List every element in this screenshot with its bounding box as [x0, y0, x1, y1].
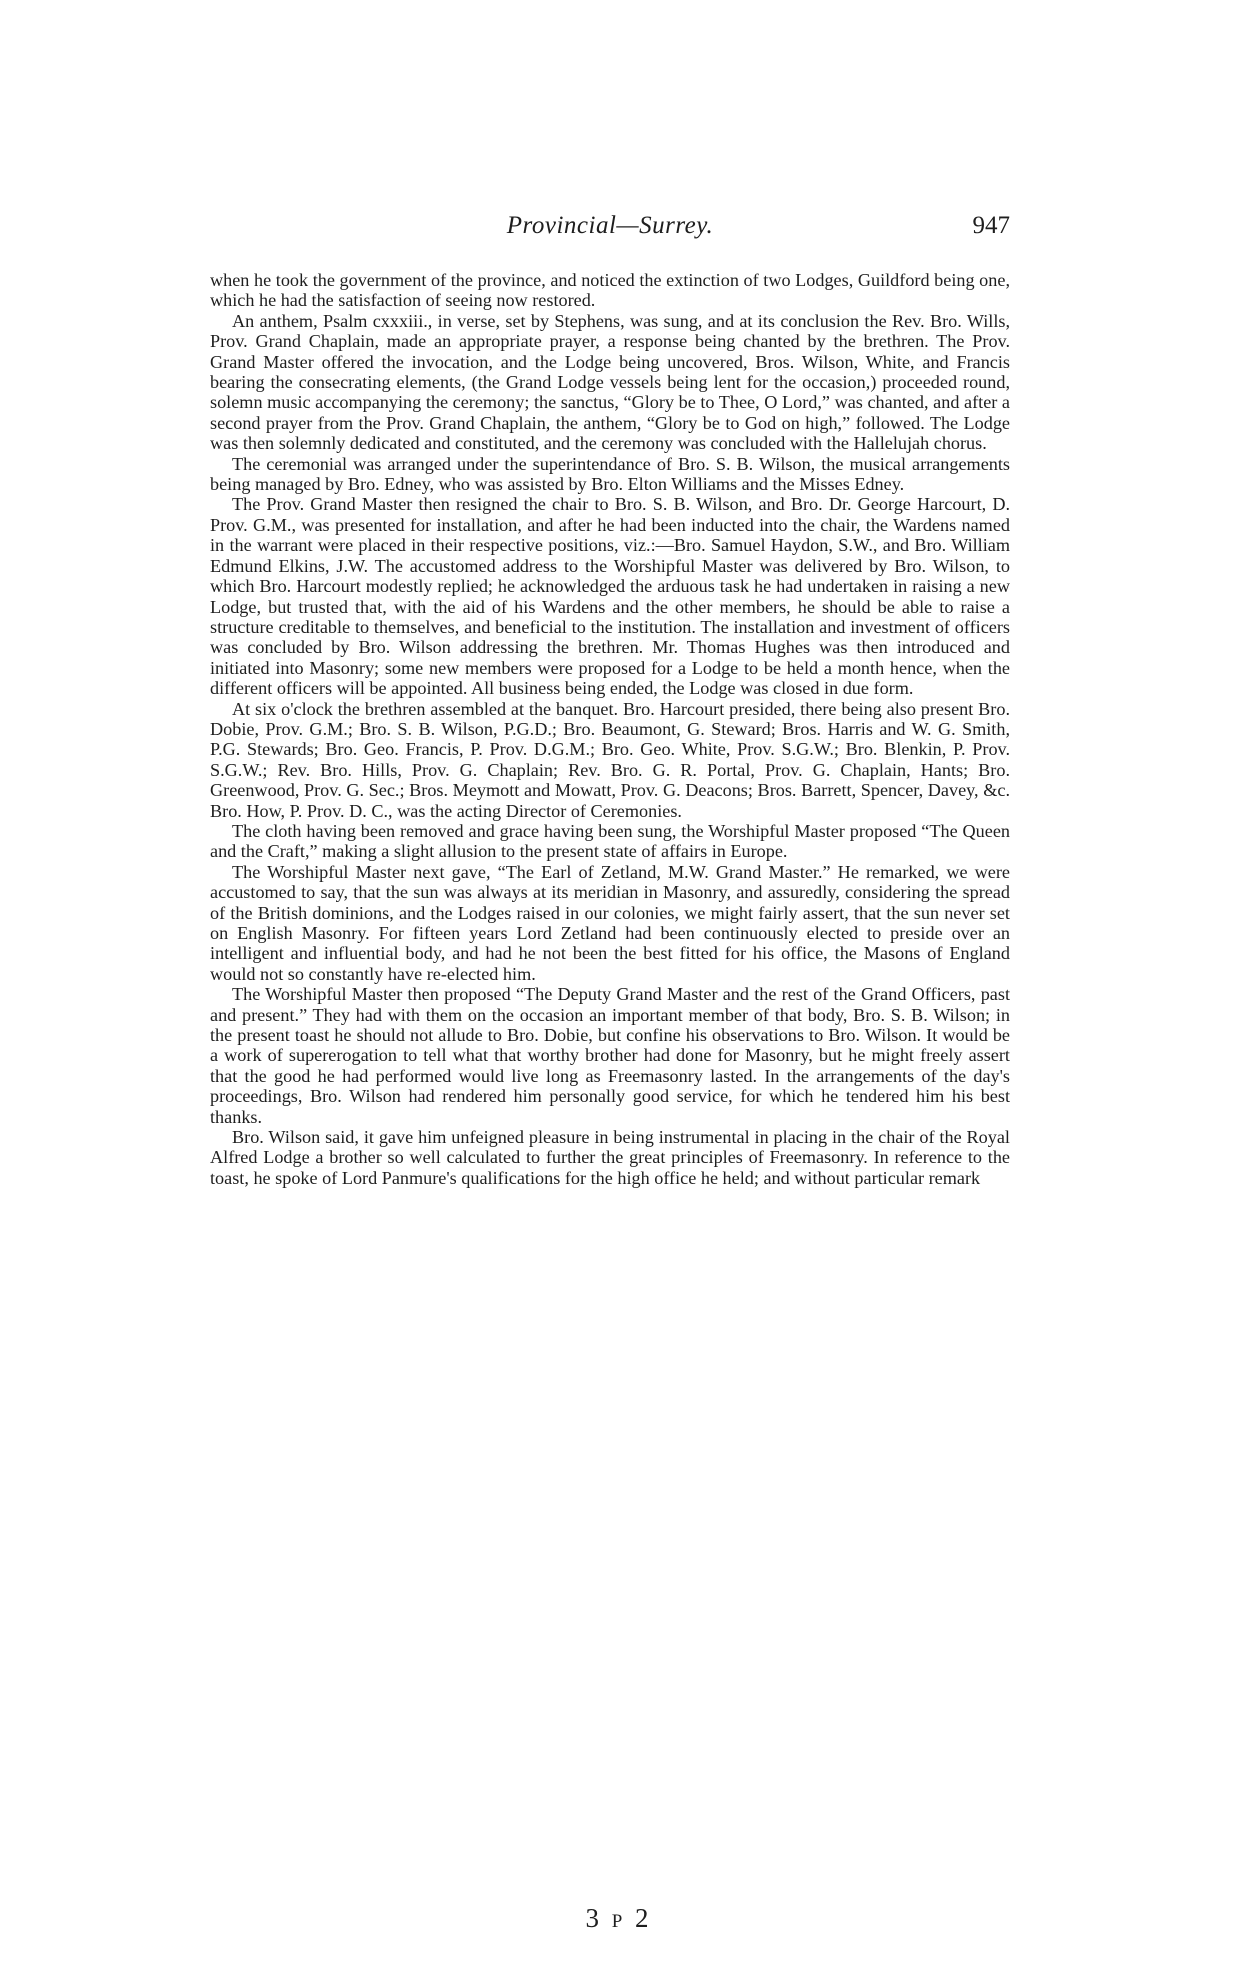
paragraph: Bro. Wilson said, it gave him unfeigned pleasure in being instrumental in placing in the chair of the Royal Alfred Lodge a brother so well calculated to further the great principles of Freemasonry. In reference to the toast, he spoke of Lord Panmure's qualifications for the high office he held; and without particular remark — [210, 1127, 1010, 1188]
signature-digit: 2 — [635, 1903, 652, 1933]
signature-number: 3 — [585, 1903, 602, 1933]
page-number: 947 — [972, 212, 1010, 239]
running-head: Provincial—Surrey. — [506, 212, 714, 239]
paragraph: The Worshipful Master then proposed “The Deputy Grand Master and the rest of the Grand Officers, past and present.” They had with them on the occasion an important member of that body, Bro. S. B. Wilson; in the present toast he should not allude to Bro. Dobie, but confine his observations to Bro. Wilson. It would be a work of supererogation to tell what that worthy brother had done for Masonry, but he might freely assert that the good he had performed would live long as Freemasonry lasted. In the arrangements of the day's proceedings, Bro. Wilson had rendered him personally good service, for which he tendered him his best thanks. — [210, 984, 1010, 1127]
page-header — [210, 212, 1010, 252]
paragraph: The ceremonial was arranged under the superintendance of Bro. S. B. Wilson, the musical arrangements being managed by Bro. Edney, who was assisted by Bro. Elton Williams and the Misses Edney. — [210, 453, 1010, 495]
signature-letters: P — [611, 1911, 626, 1932]
printer-signature-mark — [0, 1903, 1237, 1934]
paragraph: when he took the government of the province, and noticed the extinction of two Lodges, Guildford being one, which he had the satisfaction of seeing now restored. — [210, 270, 1010, 311]
paragraph: The Worshipful Master next gave, “The Earl of Zetland, M.W. Grand Master.” He remarked, we were accustomed to say, that the sun was always at its meridian in Masonry, and assuredly, considering the spread of the British dominions, and the Lodges raised in our colonies, we might fairly assert, that the sun never set on English Masonry. For fifteen years Lord Zetland had been continuously elected to preside over an intelligent and influential body, and had he not been the best fitted for his office, the Masons of England would not so constantly have re-elected him. — [210, 861, 1010, 984]
paragraph: The cloth having been removed and grace having been sung, the Worshipful Master proposed “The Queen and the Craft,” making a slight allusion to the present state of affairs in Europe. — [210, 820, 1010, 862]
article-body — [210, 270, 1010, 1188]
paragraph: At six o'clock the brethren assembled at the banquet. Bro. Harcourt presided, there being also present Bro. Dobie, Prov. G.M.; Bro. S. B. Wilson, P.G.D.; Bro. Beaumont, G. Steward; Bros. Harris and W. G. Smith, P.G. Stewards; Bro. Geo. Francis, P. Prov. D.G.M.; Bro. Geo. White, Prov. S.G.W.; Bro. Blenkin, P. Prov. S.G.W.; Rev. Bro. Hills, Prov. G. Chaplain; Rev. Bro. G. R. Portal, Prov. G. Chaplain, Hants; Bro. Greenwood, Prov. G. Sec.; Bros. Meymott and Mowatt, Prov. G. Deacons; Bros. Barrett, Spencer, Davey, &c. Bro. How, P. Prov. D. C., was the acting Director of Ceremonies. — [210, 698, 1010, 821]
paragraph: An anthem, Psalm cxxxiii., in verse, set by Stephens, was sung, and at its conclusion the Rev. Bro. Wills, Prov. Grand Chaplain, made an appropriate prayer, a response being chanted by the brethren. The Prov. Grand Master offered the invocation, and the Lodge being uncovered, Bros. Wilson, White, and Francis bearing the consecrating elements, (the Grand Lodge vessels being lent for the occasion,) proceeded round, solemn music accompanying the ceremony; the sanctus, “Glory be to Thee, O Lord,” was chanted, and after a second prayer from the Prov. Grand Chaplain, the anthem, “Glory be to God on high,” followed. The Lodge was then solemnly dedicated and constituted, and the ceremony was concluded with the Hallelujah chorus. — [210, 310, 1010, 454]
paragraph: The Prov. Grand Master then resigned the chair to Bro. S. B. Wilson, and Bro. Dr. George Harcourt, D. Prov. G.M., was presented for installation, and after he had been inducted into the chair, the Wardens named in the warrant were placed in their respective positions, viz.:—Bro. Samuel Haydon, S.W., and Bro. William Edmund Elkins, J.W. The accustomed address to the Worshipful Master was delivered by Bro. Wilson, to which Bro. Harcourt modestly replied; he acknowledged the arduous task he had undertaken in raising a new Lodge, but trusted that, with the aid of his Wardens and the other members, he should be able to raise a structure creditable to themselves, and beneficial to the institution. The installation and investment of officers was concluded by Bro. Wilson addressing the brethren. Mr. Thomas Hughes was then introduced and initiated into Masonry; some new members were proposed for a Lodge to be held a month hence, when the different officers will be appointed. All business being ended, the Lodge was closed in due form. — [210, 494, 1010, 699]
